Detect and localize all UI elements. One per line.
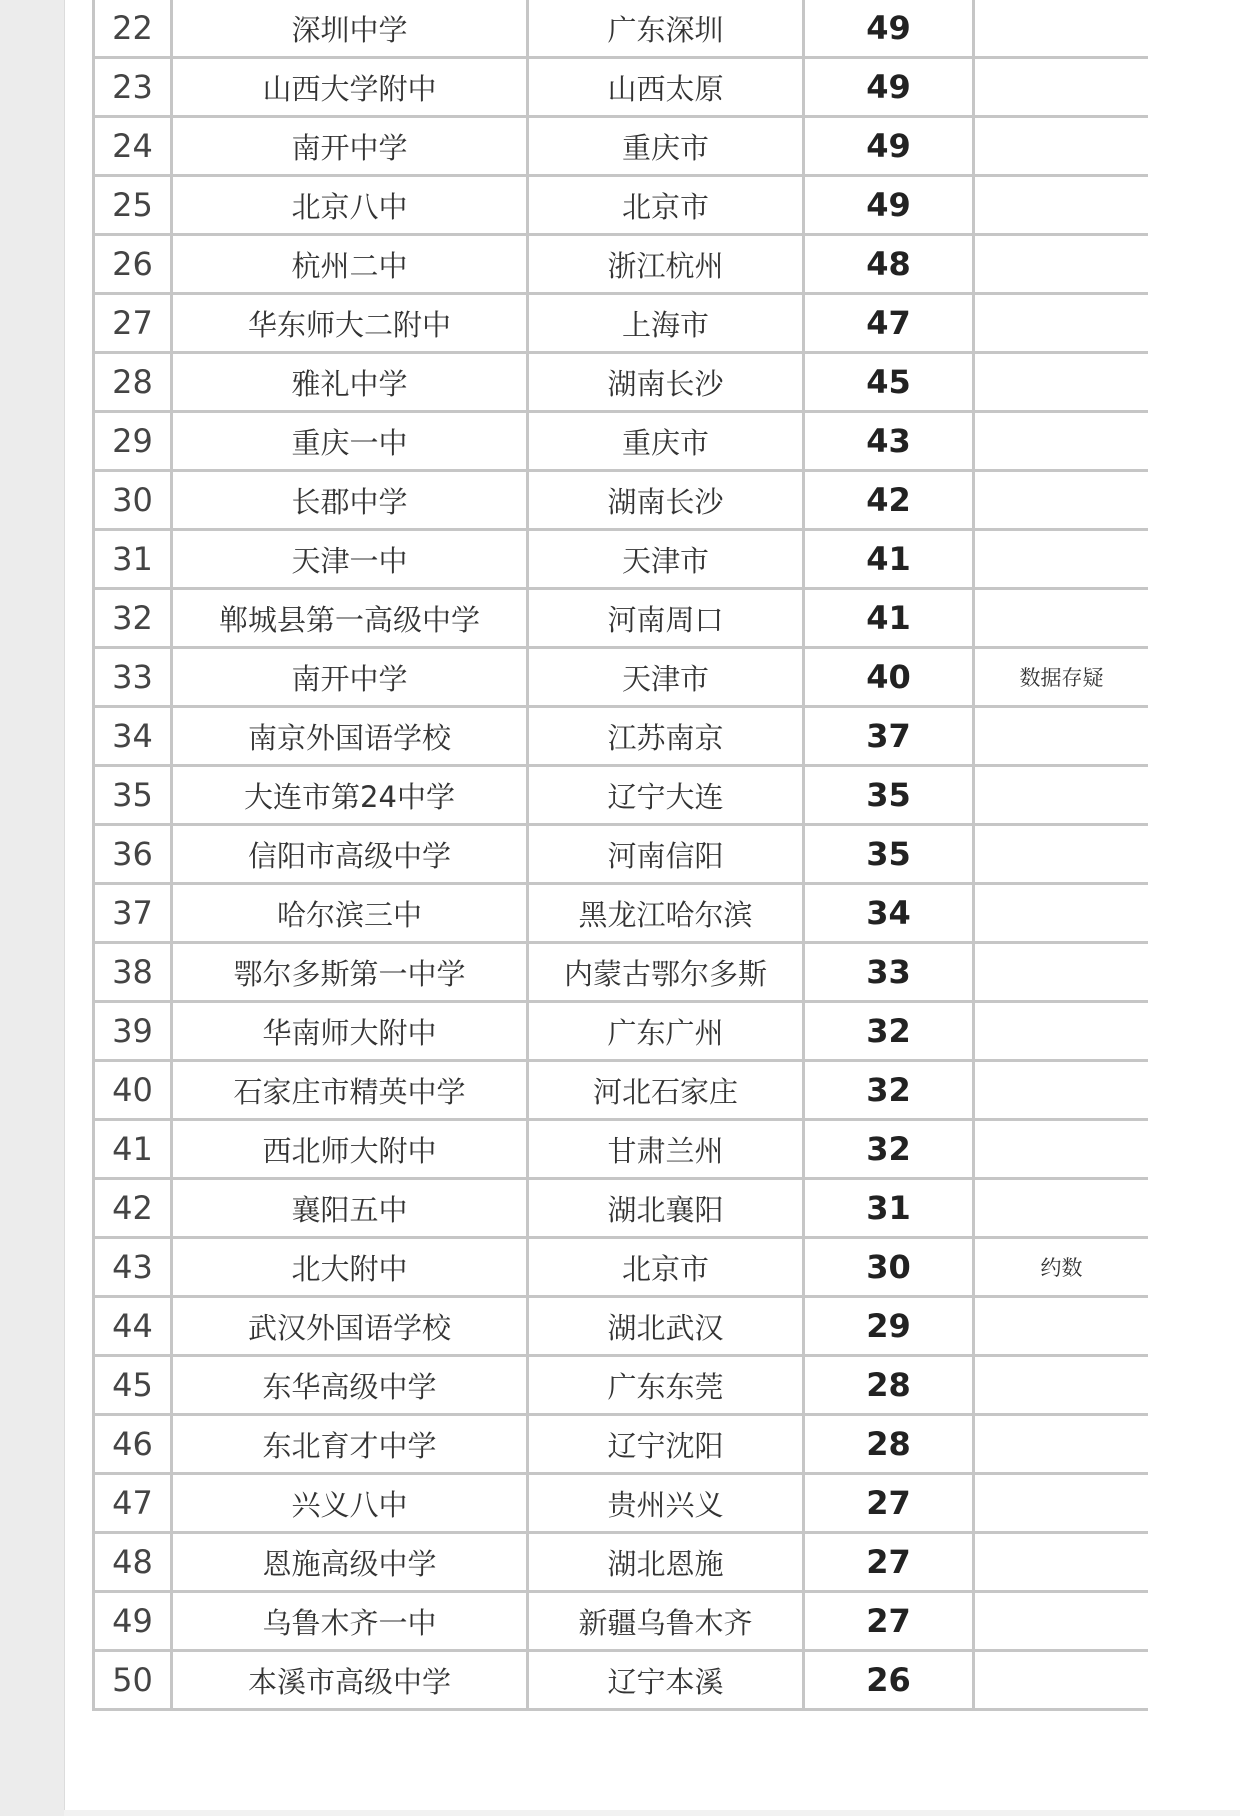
note-cell	[974, 294, 1149, 353]
rank-cell: 38	[94, 943, 172, 1002]
school-name-cell: 西北师大附中	[172, 1120, 528, 1179]
table-row	[94, 1474, 1149, 1533]
school-name-cell: 乌鲁木齐一中	[172, 1592, 528, 1651]
location-cell: 河北石家庄	[528, 1061, 804, 1120]
count-cell: 28	[804, 1356, 974, 1415]
table-row	[94, 589, 1149, 648]
note-cell: 数据存疑	[974, 648, 1149, 707]
location-cell: 内蒙古鄂尔多斯	[528, 943, 804, 1002]
location-cell: 广东东莞	[528, 1356, 804, 1415]
note-cell	[974, 1415, 1149, 1474]
note-cell	[974, 1356, 1149, 1415]
rank-cell: 24	[94, 117, 172, 176]
rank-cell: 50	[94, 1651, 172, 1710]
table-row	[94, 412, 1149, 471]
count-cell: 27	[804, 1533, 974, 1592]
note-cell	[974, 235, 1149, 294]
location-cell: 甘肃兰州	[528, 1120, 804, 1179]
location-cell: 湖南长沙	[528, 353, 804, 412]
page-left-margin	[0, 0, 65, 1816]
count-cell: 47	[804, 294, 974, 353]
school-name-cell: 华南师大附中	[172, 1002, 528, 1061]
rank-cell: 41	[94, 1120, 172, 1179]
count-cell: 49	[804, 176, 974, 235]
school-ranking-table	[92, 0, 1148, 1711]
note-cell	[974, 1533, 1149, 1592]
rank-cell: 37	[94, 884, 172, 943]
rank-cell: 44	[94, 1297, 172, 1356]
school-name-cell: 杭州二中	[172, 235, 528, 294]
table-row	[94, 58, 1149, 117]
school-name-cell: 鄂尔多斯第一中学	[172, 943, 528, 1002]
school-name-cell: 襄阳五中	[172, 1179, 528, 1238]
school-name-cell: 南开中学	[172, 648, 528, 707]
note-cell	[974, 1592, 1149, 1651]
table-row	[94, 1002, 1149, 1061]
count-cell: 35	[804, 766, 974, 825]
count-cell: 35	[804, 825, 974, 884]
location-cell: 山西太原	[528, 58, 804, 117]
location-cell: 重庆市	[528, 412, 804, 471]
count-cell: 27	[804, 1474, 974, 1533]
count-cell: 29	[804, 1297, 974, 1356]
location-cell: 天津市	[528, 648, 804, 707]
location-cell: 辽宁本溪	[528, 1651, 804, 1710]
school-name-cell: 信阳市高级中学	[172, 825, 528, 884]
table-row	[94, 353, 1149, 412]
note-cell	[974, 1179, 1149, 1238]
count-cell: 30	[804, 1238, 974, 1297]
rank-cell: 23	[94, 58, 172, 117]
location-cell: 广东深圳	[528, 0, 804, 58]
table-row	[94, 117, 1149, 176]
note-cell	[974, 707, 1149, 766]
location-cell: 辽宁沈阳	[528, 1415, 804, 1474]
table-row	[94, 176, 1149, 235]
school-name-cell: 恩施高级中学	[172, 1533, 528, 1592]
rank-cell: 28	[94, 353, 172, 412]
note-cell: 约数	[974, 1238, 1149, 1297]
count-cell: 48	[804, 235, 974, 294]
table-row	[94, 235, 1149, 294]
table-row	[94, 766, 1149, 825]
rank-cell: 36	[94, 825, 172, 884]
count-cell: 31	[804, 1179, 974, 1238]
rank-cell: 42	[94, 1179, 172, 1238]
rank-cell: 27	[94, 294, 172, 353]
note-cell	[974, 530, 1149, 589]
school-name-cell: 北京八中	[172, 176, 528, 235]
table-row	[94, 294, 1149, 353]
rank-cell: 34	[94, 707, 172, 766]
table-row	[94, 884, 1149, 943]
rank-cell: 40	[94, 1061, 172, 1120]
note-cell	[974, 766, 1149, 825]
school-name-cell: 本溪市高级中学	[172, 1651, 528, 1710]
location-cell: 河南信阳	[528, 825, 804, 884]
rank-cell: 43	[94, 1238, 172, 1297]
rank-cell: 25	[94, 176, 172, 235]
location-cell: 北京市	[528, 1238, 804, 1297]
table-row	[94, 1415, 1149, 1474]
count-cell: 49	[804, 0, 974, 58]
school-name-cell: 南开中学	[172, 117, 528, 176]
rank-cell: 30	[94, 471, 172, 530]
school-name-cell: 华东师大二附中	[172, 294, 528, 353]
note-cell	[974, 412, 1149, 471]
count-cell: 49	[804, 58, 974, 117]
table-row	[94, 1651, 1149, 1710]
school-name-cell: 深圳中学	[172, 0, 528, 58]
count-cell: 41	[804, 530, 974, 589]
table-row	[94, 1238, 1149, 1297]
count-cell: 45	[804, 353, 974, 412]
school-name-cell: 兴义八中	[172, 1474, 528, 1533]
school-name-cell: 武汉外国语学校	[172, 1297, 528, 1356]
school-name-cell: 东华高级中学	[172, 1356, 528, 1415]
count-cell: 42	[804, 471, 974, 530]
school-name-cell: 北大附中	[172, 1238, 528, 1297]
count-cell: 49	[804, 117, 974, 176]
school-name-cell: 东北育才中学	[172, 1415, 528, 1474]
location-cell: 浙江杭州	[528, 235, 804, 294]
location-cell: 湖北襄阳	[528, 1179, 804, 1238]
table-row	[94, 825, 1149, 884]
note-cell	[974, 589, 1149, 648]
rank-cell: 46	[94, 1415, 172, 1474]
school-name-cell: 郸城县第一高级中学	[172, 589, 528, 648]
table-row	[94, 1120, 1149, 1179]
school-ranking-table-wrapper	[92, 0, 1148, 1816]
rank-cell: 29	[94, 412, 172, 471]
note-cell	[974, 1474, 1149, 1533]
rank-cell: 33	[94, 648, 172, 707]
note-cell	[974, 176, 1149, 235]
location-cell: 湖南长沙	[528, 471, 804, 530]
note-cell	[974, 825, 1149, 884]
table-row	[94, 1592, 1149, 1651]
note-cell	[974, 353, 1149, 412]
page-bottom-edge	[64, 1810, 1240, 1816]
school-name-cell: 南京外国语学校	[172, 707, 528, 766]
location-cell: 天津市	[528, 530, 804, 589]
count-cell: 27	[804, 1592, 974, 1651]
location-cell: 辽宁大连	[528, 766, 804, 825]
note-cell	[974, 1120, 1149, 1179]
note-cell	[974, 884, 1149, 943]
school-name-cell: 哈尔滨三中	[172, 884, 528, 943]
rank-cell: 35	[94, 766, 172, 825]
rank-cell: 47	[94, 1474, 172, 1533]
rank-cell: 31	[94, 530, 172, 589]
location-cell: 河南周口	[528, 589, 804, 648]
school-name-cell: 石家庄市精英中学	[172, 1061, 528, 1120]
rank-cell: 48	[94, 1533, 172, 1592]
count-cell: 43	[804, 412, 974, 471]
school-name-cell: 重庆一中	[172, 412, 528, 471]
location-cell: 湖北恩施	[528, 1533, 804, 1592]
rank-cell: 32	[94, 589, 172, 648]
school-name-cell: 长郡中学	[172, 471, 528, 530]
location-cell: 贵州兴义	[528, 1474, 804, 1533]
school-name-cell: 天津一中	[172, 530, 528, 589]
table-body	[94, 0, 1149, 1710]
count-cell: 40	[804, 648, 974, 707]
note-cell	[974, 0, 1149, 58]
table-row	[94, 648, 1149, 707]
school-name-cell: 山西大学附中	[172, 58, 528, 117]
location-cell: 江苏南京	[528, 707, 804, 766]
location-cell: 湖北武汉	[528, 1297, 804, 1356]
rank-cell: 45	[94, 1356, 172, 1415]
count-cell: 34	[804, 884, 974, 943]
school-name-cell: 大连市第24中学	[172, 766, 528, 825]
location-cell: 新疆乌鲁木齐	[528, 1592, 804, 1651]
note-cell	[974, 1002, 1149, 1061]
count-cell: 32	[804, 1002, 974, 1061]
note-cell	[974, 1061, 1149, 1120]
rank-cell: 49	[94, 1592, 172, 1651]
note-cell	[974, 471, 1149, 530]
note-cell	[974, 1297, 1149, 1356]
note-cell	[974, 1651, 1149, 1710]
count-cell: 41	[804, 589, 974, 648]
rank-cell: 39	[94, 1002, 172, 1061]
count-cell: 32	[804, 1061, 974, 1120]
table-row	[94, 1297, 1149, 1356]
location-cell: 黑龙江哈尔滨	[528, 884, 804, 943]
table-row	[94, 943, 1149, 1002]
table-row	[94, 471, 1149, 530]
table-row	[94, 0, 1149, 58]
note-cell	[974, 943, 1149, 1002]
rank-cell: 22	[94, 0, 172, 58]
location-cell: 广东广州	[528, 1002, 804, 1061]
note-cell	[974, 58, 1149, 117]
count-cell: 28	[804, 1415, 974, 1474]
count-cell: 32	[804, 1120, 974, 1179]
table-row	[94, 1356, 1149, 1415]
table-row	[94, 1061, 1149, 1120]
location-cell: 重庆市	[528, 117, 804, 176]
location-cell: 北京市	[528, 176, 804, 235]
school-name-cell: 雅礼中学	[172, 353, 528, 412]
table-row	[94, 1179, 1149, 1238]
count-cell: 26	[804, 1651, 974, 1710]
table-row	[94, 1533, 1149, 1592]
location-cell: 上海市	[528, 294, 804, 353]
note-cell	[974, 117, 1149, 176]
count-cell: 33	[804, 943, 974, 1002]
count-cell: 37	[804, 707, 974, 766]
rank-cell: 26	[94, 235, 172, 294]
table-row	[94, 530, 1149, 589]
table-row	[94, 707, 1149, 766]
